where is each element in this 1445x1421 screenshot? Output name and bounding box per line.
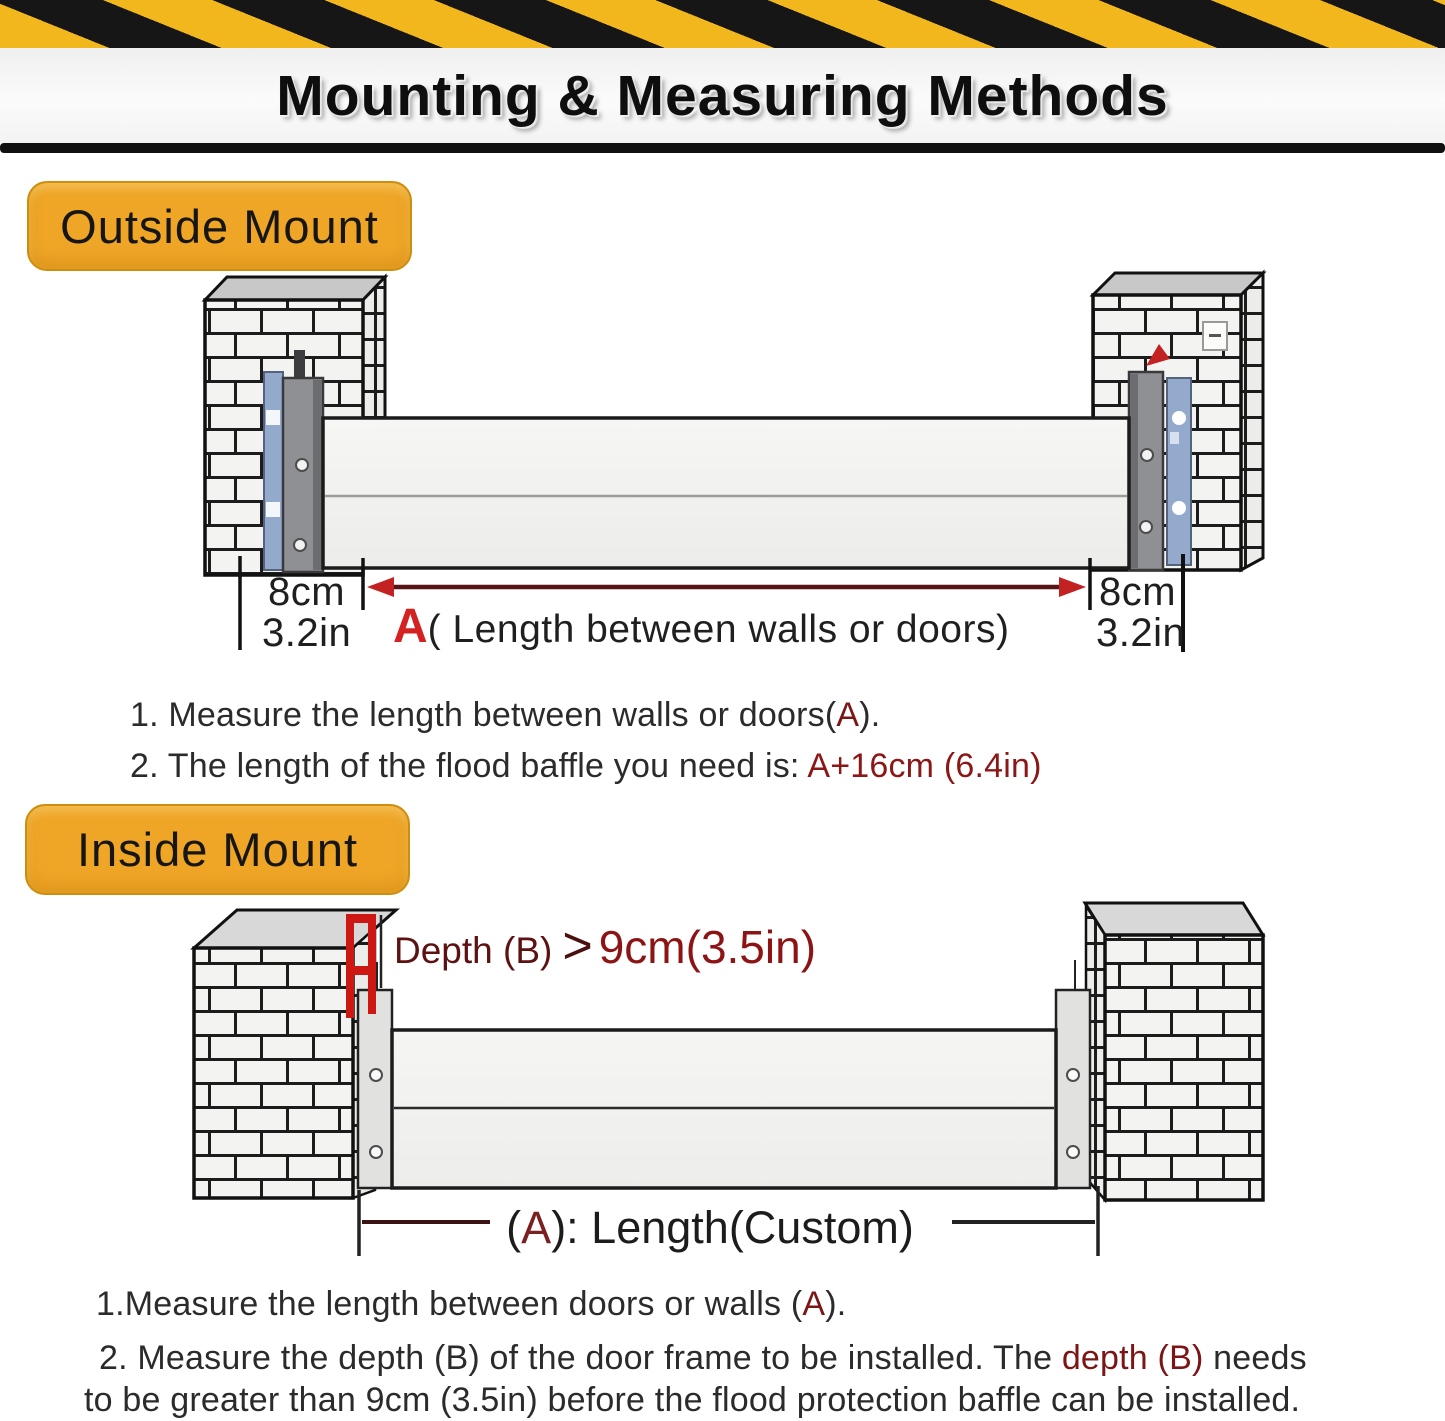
greater-than-symbol: > <box>562 917 593 975</box>
screw-hole <box>1141 449 1153 461</box>
screw-hole <box>370 1146 382 1158</box>
arrowhead-right-icon <box>1059 577 1086 597</box>
length-measure-arrow <box>367 577 1086 597</box>
length-span-label: A ( Length between walls or doors) <box>393 600 1010 653</box>
left-mounting-channel <box>283 378 323 572</box>
page-title: Mounting & Measuring Methods <box>276 63 1169 128</box>
flood-baffle-panels <box>392 1030 1056 1188</box>
screw-hole <box>370 1069 382 1081</box>
outside-mount-steps <box>130 690 1042 792</box>
outside-mount-badge-label: Outside Mount <box>60 199 379 253</box>
outside-mount-badge <box>27 181 412 271</box>
arrowhead-left-icon <box>367 577 394 597</box>
depth-requirement-label: Depth (B) > 9cm(3.5in) <box>394 917 817 975</box>
inside-mount-badge <box>25 804 410 895</box>
inside-step-1: 1.Measure the length between doors or walls (A). <box>96 1285 847 1323</box>
outside-step-1: 1. Measure the length between walls or doors(A). <box>130 696 881 734</box>
custom-length-label: (A): Length(Custom) <box>506 1202 914 1253</box>
right-offset-cm: 8cm <box>1099 570 1177 614</box>
right-seal-strip <box>1167 378 1191 565</box>
title-band <box>0 48 1445 143</box>
inside-step-2-continued: to be greater than 9cm (3.5in) before the flood protection baffle can be installed. <box>84 1381 1301 1419</box>
title-underline-bar <box>0 143 1445 153</box>
right-mounting-channel <box>1056 960 1090 1188</box>
left-seal-strip <box>264 372 283 570</box>
inside-step-2: 2. Measure the depth (B) of the door frame to be installed. The depth (B) needs <box>99 1339 1307 1377</box>
inside-mount-badge-label: Inside Mount <box>76 823 359 876</box>
screw-hole <box>1067 1069 1079 1081</box>
screw-hole <box>294 539 306 551</box>
right-offset-inch: 3.2in <box>1096 611 1186 655</box>
right-mounting-channel <box>1129 372 1163 570</box>
right-brick-pillar <box>1085 903 1263 1200</box>
screw-hole <box>296 459 308 471</box>
screw-hole <box>1067 1146 1079 1158</box>
hazard-stripe-banner <box>0 0 1445 48</box>
flood-baffle-panels <box>323 418 1129 568</box>
length-variable-a: A <box>393 600 428 653</box>
outside-step-2: 2. The length of the flood baffle you need is: A+16cm (6.4in) <box>130 747 1042 785</box>
left-offset-cm: 8cm <box>268 570 346 614</box>
left-offset-inch: 3.2in <box>262 611 352 655</box>
screw-hole <box>1140 521 1152 533</box>
